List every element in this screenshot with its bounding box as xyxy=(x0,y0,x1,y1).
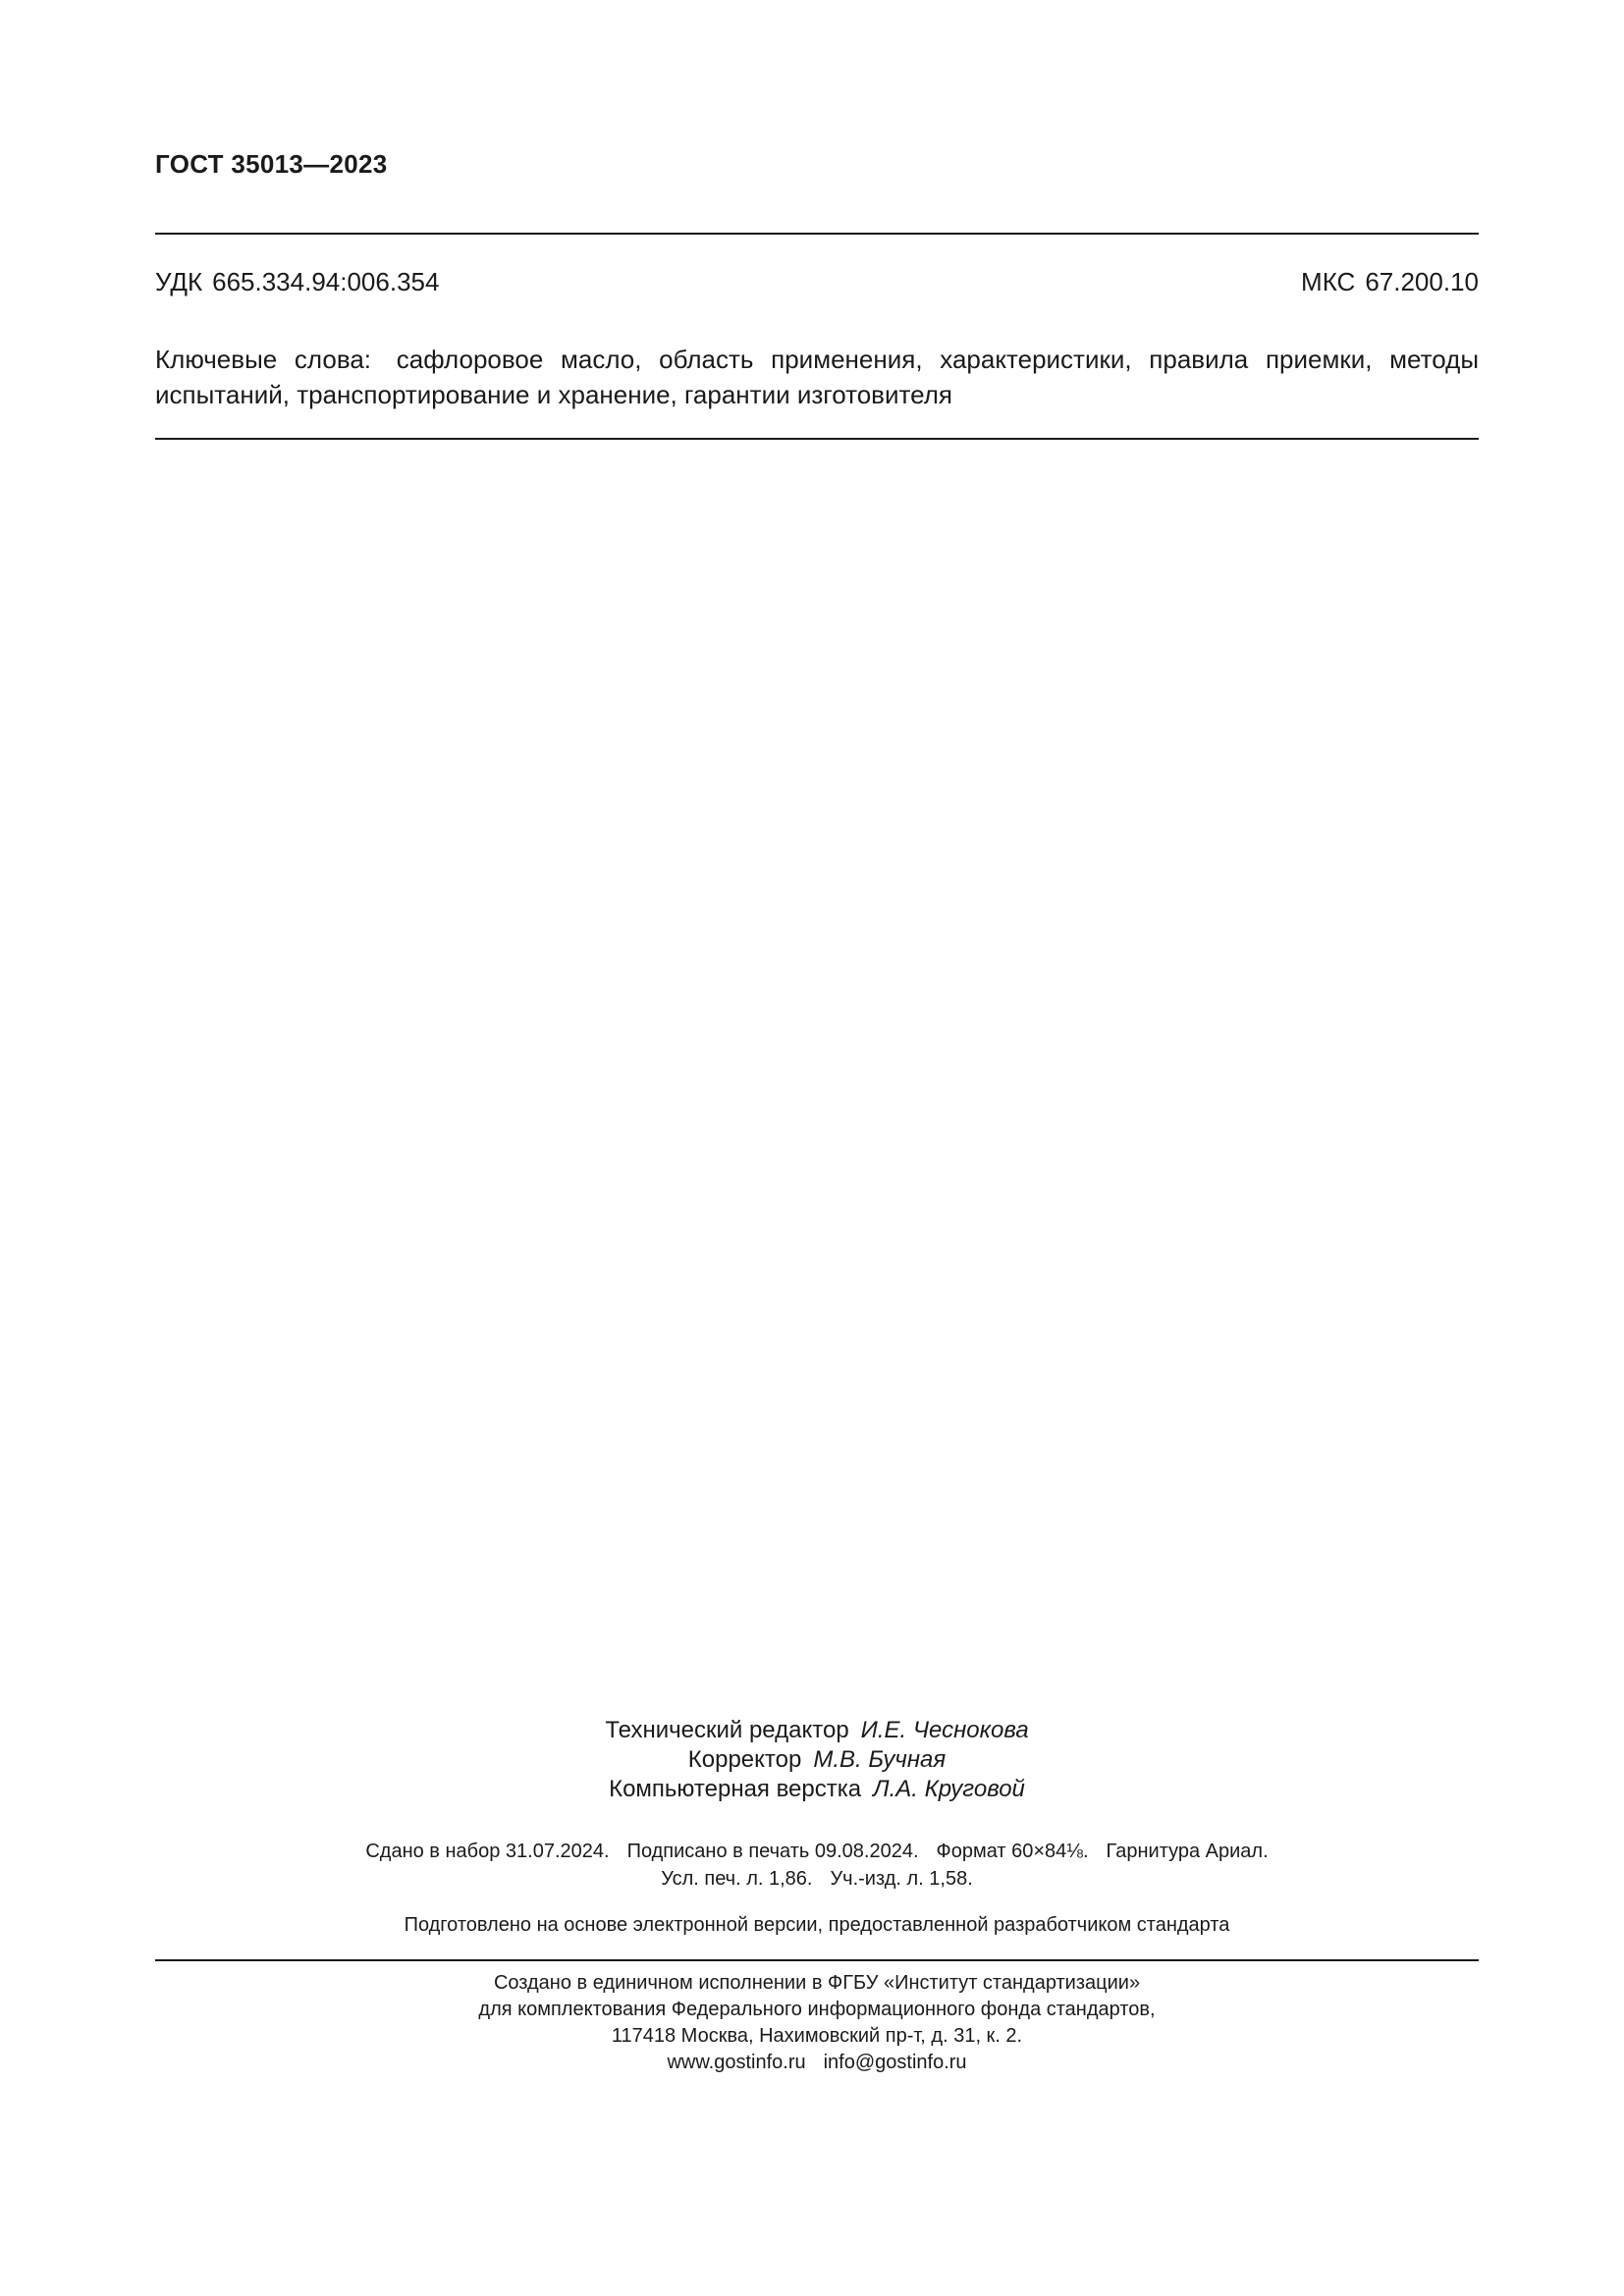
typeface: Гарнитура Ариал. xyxy=(1106,1841,1269,1862)
keywords-label: Ключевые слова: xyxy=(155,345,372,374)
tech-editor-line xyxy=(155,1716,1479,1745)
email-link[interactable]: info@gostinfo.ru xyxy=(823,2052,967,2073)
keywords-block xyxy=(155,342,1479,412)
mks-label: МКС xyxy=(1301,267,1356,296)
tech-editor-name: И.Е. Чеснокова xyxy=(860,1717,1029,1743)
layout-name: Л.А. Круговой xyxy=(873,1776,1025,1802)
layout-line xyxy=(155,1775,1479,1804)
typeset-date: Сдано в набор 31.07.2024. xyxy=(365,1841,610,1862)
signed-date: Подписано в печать 09.08.2024. xyxy=(626,1841,919,1862)
imprint-line-2 xyxy=(155,1865,1479,1893)
imprint-line-1 xyxy=(155,1838,1479,1865)
proofreader-label: Корректор xyxy=(687,1746,802,1773)
standard-code: ГОСТ 35013—2023 xyxy=(155,149,388,179)
udk-line xyxy=(155,267,439,297)
print-sheets: Усл. печ. л. 1,86. xyxy=(661,1868,813,1890)
tech-editor-label: Технический редактор xyxy=(605,1717,849,1743)
top-divider xyxy=(155,233,1479,235)
proofreader-line xyxy=(155,1745,1479,1775)
proofreader-name: М.В. Бучная xyxy=(813,1746,947,1773)
paper-format: Формат 60×84⅛. xyxy=(936,1841,1089,1862)
publisher-sheets: Уч.-изд. л. 1,58. xyxy=(830,1868,973,1890)
publisher-block xyxy=(155,1970,1479,2076)
udk-label: УДК xyxy=(155,267,203,296)
mks-line xyxy=(1301,267,1479,297)
layout-label: Компьютерная верстка xyxy=(609,1776,862,1802)
keywords-divider xyxy=(155,438,1479,440)
website-link[interactable]: www.gostinfo.ru xyxy=(667,2052,806,2073)
imprint-block xyxy=(155,1838,1479,1893)
publisher-contacts xyxy=(155,2050,1479,2076)
prepared-note: Подготовлено на основе электронной версии, предоставленной разработчиком стандарта xyxy=(404,1914,1230,1936)
mks-value: 67.200.10 xyxy=(1365,267,1479,296)
udk-value: 665.334.94:006.354 xyxy=(212,267,440,296)
keywords-text: сафлоровое масло, область применения, характеристики, правила приемки, методы испытаний, транспортирование и хранение, гарантии изготовителя xyxy=(155,345,1480,409)
credits-block xyxy=(155,1716,1479,1804)
publisher-line-1: Создано в единичном исполнении в ФГБУ «Институт стандартизации» xyxy=(493,1972,1141,1994)
publisher-line-2: для комплектования Федерального информационного фонда стандартов, xyxy=(478,1999,1156,2020)
publisher-address: 117418 Москва, Нахимовский пр-т, д. 31, к. 2. xyxy=(611,2025,1023,2047)
footer-divider xyxy=(155,1959,1479,1961)
